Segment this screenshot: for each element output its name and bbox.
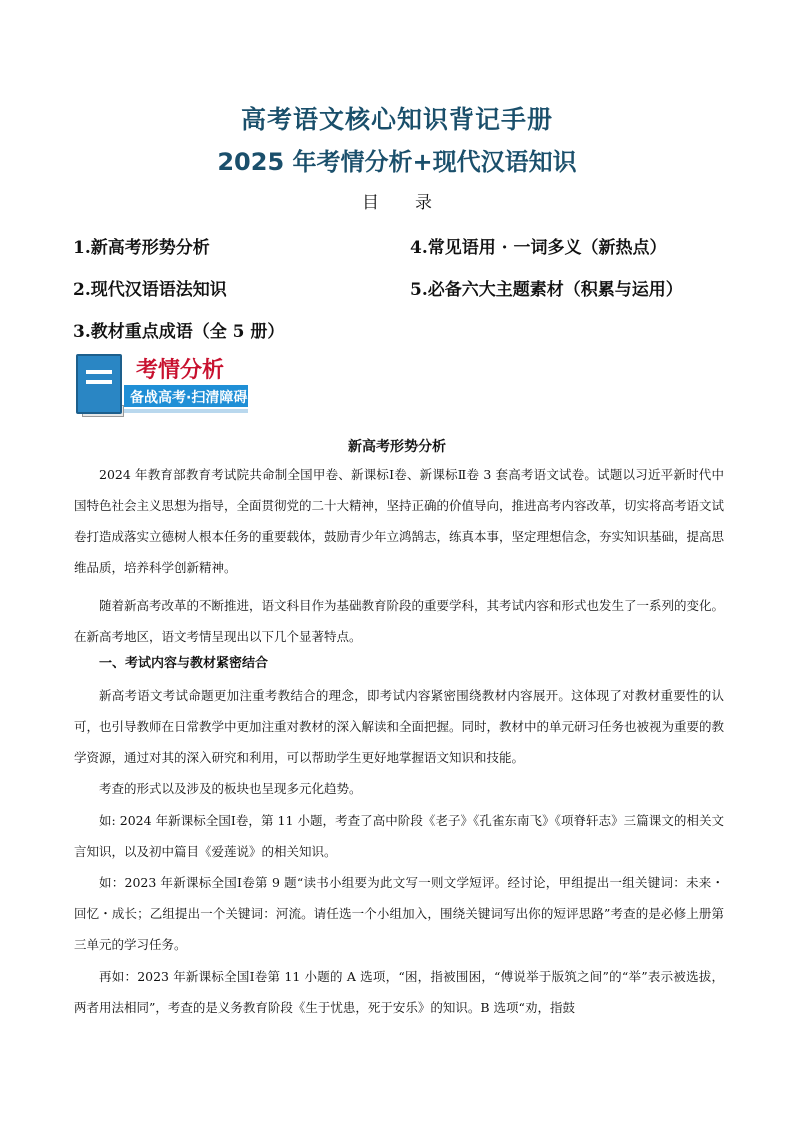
section-title: 新高考形势分析	[348, 439, 446, 455]
toc-item-4[interactable]: 4.常见语用 · 一词多义（新热点）	[410, 238, 667, 258]
book-icon	[76, 354, 122, 414]
paragraph-3: 新高考语文考试命题更加注重考教结合的理念，即考试内容紧密围绕教材内容展开。这体现了对教材重要性的认可，也引导教师在日常教学中更加注重对教材的深入解读和全面把握。同时，教材中的单元研习任务也被视为重要的教学资源，通过对其的深入研究和利用，可以帮助学生更好地掌握语文知识和技能。	[74, 688, 725, 765]
paragraph-7: 再如：2023 年新课标全国Ⅰ卷第 11 小题的 A 选项，“困，指被围困，“傅说举于版筑之间”的“举”表示被选拔，两者用法相同”，考查的是义务教育阶段《生于忧患，死于安乐》的知识。B 选项“劝，指鼓	[74, 969, 724, 1015]
toc-heading: 目录	[362, 193, 468, 213]
toc-item-3[interactable]: 3.教材重点成语（全 5 册）	[73, 322, 285, 342]
toc-item-5[interactable]: 5.必备六大主题素材（积累与运用）	[410, 280, 683, 300]
banner-subtitle: 备战高考·扫清障碍	[130, 390, 248, 406]
section-banner	[74, 351, 250, 419]
paragraph-6: 如：2023 年新课标全国Ⅰ卷第 9 题“读书小组要为此文写一则文学短评。经讨论，甲组提出一组关键词：未来・回忆・成长；乙组提出一个关键词：河流。请任选一个小组加入，围绕关键词写出你的短评思路”考查的是必修上册第三单元的学习任务。	[74, 875, 724, 952]
paragraph-4: 考查的形式以及涉及的板块也呈现多元化趋势。	[99, 781, 362, 796]
toc-item-1[interactable]: 1.新高考形势分析	[73, 238, 210, 258]
toc-item-2[interactable]: 2.现代汉语语法知识	[73, 280, 227, 300]
document-title: 高考语文核心知识背记手册	[240, 105, 553, 134]
paragraph-5: 如: 2024 年新课标全国Ⅰ卷，第 11 小题，考查了高中阶段《老子》《孔雀东南飞》《项脊轩志》三篇课文的相关文言知识，以及初中篇目《爱莲说》的相关知识。	[74, 813, 724, 859]
paragraph-2: 随着新高考改革的不断推进，语文科目作为基础教育阶段的重要学科，其考试内容和形式也发生了一系列的变化。在新高考地区，语文考情呈现出以下几个显著特点。	[74, 598, 725, 644]
banner-shadow	[124, 409, 248, 413]
subheading-1: 一、考试内容与教材紧密结合	[99, 656, 269, 671]
banner-title: 考情分析	[136, 357, 225, 383]
document-subtitle: 2025 年考情分析+现代汉语知识	[217, 148, 577, 176]
paragraph-1: 2024 年教育部教育考试院共命制全国甲卷、新课标Ⅰ卷、新课标Ⅱ卷 3 套高考语文试卷。试题以习近平新时代中国特色社会主义思想为指导，全面贯彻党的二十大精神，坚持正确的价值导向，推进高考内容改革，切实将高考语文试卷打造成落实立德树人根本任务的重要载体，鼓励青少年立鸿鹄志，练真本事，坚定理想信念，夯实知识基础，提高思维品质，培养科学创新精神。	[74, 467, 725, 575]
